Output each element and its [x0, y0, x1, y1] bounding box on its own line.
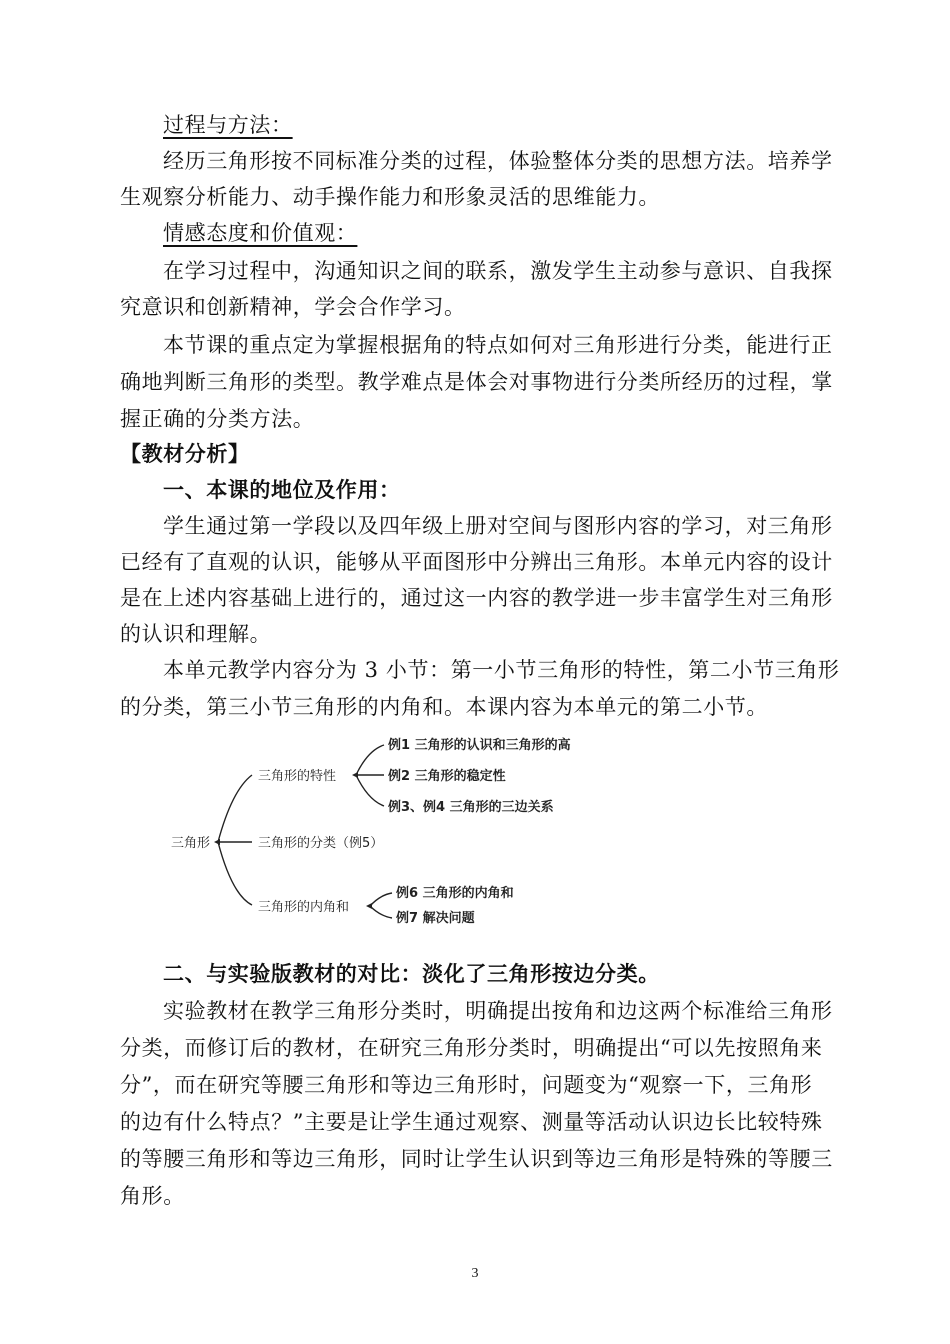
paragraph-line: 生观察分析能力、动手操作能力和形象灵活的思维能力。: [120, 185, 660, 209]
paragraph-line: 究意识和创新精神，学会合作学习。: [120, 295, 466, 319]
paragraph-line: 的认识和理解。: [120, 622, 272, 646]
diagram-connector: [356, 745, 384, 775]
paragraph-line: 在学习过程中，沟通知识之间的联系，激发学生主动参与意识、自我探: [163, 259, 833, 283]
subheading-position-role: 一、本课的地位及作用：: [163, 478, 401, 502]
arrow-tip-icon: [214, 839, 220, 845]
arrow-tip-icon: [352, 772, 358, 778]
paragraph-line: 分类，而修订后的教材，在研究三角形分类时，明确提出“可以先按照角来: [120, 1036, 823, 1060]
diagram-connector: [370, 893, 392, 906]
diagram-connector: [218, 842, 252, 905]
paragraph-line: 是在上述内容基础上进行的，通过这一内容的教学进一步丰富学生对三角形: [120, 586, 833, 610]
diagram-item: 例6 三角形的内角和: [396, 886, 514, 901]
subheading-comparison: 二、与实验版教材的对比：淡化了三角形按边分类。: [163, 962, 660, 986]
paragraph-line: 确地判断三角形的类型。教学难点是体会对事物进行分类所经历的过程，掌: [120, 370, 833, 394]
diagram-connector: [356, 775, 384, 806]
arrow-tip-icon: [366, 903, 372, 909]
diagram-connector: [218, 775, 252, 842]
paragraph-line: 握正确的分类方法。: [120, 407, 315, 431]
diagram-item: 例2 三角形的稳定性: [388, 769, 506, 784]
diagram-connector: [370, 906, 392, 918]
paragraph-line: 已经有了直观的认识，能够从平面图形中分辨出三角形。本单元内容的设计: [120, 550, 833, 574]
diagram-item: 例7 解决问题: [396, 911, 475, 926]
paragraph-line: 学生通过第一学段以及四年级上册对空间与图形内容的学习，对三角形: [163, 514, 833, 538]
diagram-branch-classification: 三角形的分类（例5）: [258, 836, 384, 851]
paragraph-line: 的等腰三角形和等边三角形，同时让学生认识到等边三角形是特殊的等腰三: [120, 1147, 833, 1171]
paragraph-line: 实验教材在教学三角形分类时，明确提出按角和边这两个标准给三角形: [163, 999, 833, 1023]
heading-process-method: 过程与方法：: [163, 113, 293, 137]
diagram-branch-interior-angles: 三角形的内角和: [258, 900, 350, 915]
paragraph-line: 的分类，第三小节三角形的内角和。本课内容为本单元的第二小节。: [120, 695, 768, 719]
page-number: 3: [471, 1266, 479, 1281]
diagram-root-label: 三角形: [171, 836, 211, 851]
paragraph-line: 本单元教学内容分为 3 小节：第一小节三角形的特性，第二小节三角形: [163, 658, 840, 682]
paragraph-line: 的边有什么特点？”主要是让学生通过观察、测量等活动认识边长比较特殊: [120, 1110, 823, 1134]
diagram-item: 例1 三角形的认识和三角形的高: [388, 738, 571, 753]
diagram-item: 例3、例4 三角形的三边关系: [388, 800, 554, 815]
heading-attitude-values: 情感态度和价值观：: [163, 221, 358, 245]
paragraph-line: 经历三角形按不同标准分类的过程，体验整体分类的思想方法。培养学: [163, 149, 833, 173]
paragraph-line: 分”，而在研究等腰三角形和等边三角形时，问题变为“观察一下，三角形: [120, 1073, 813, 1097]
paragraph-line: 角形。: [120, 1184, 185, 1208]
paragraph-line: 本节课的重点定为掌握根据角的特点如何对三角形进行分类，能进行正: [163, 333, 833, 357]
diagram-branch-properties: 三角形的特性: [258, 769, 337, 784]
section-heading-textbook-analysis: 【教材分析】: [120, 442, 250, 466]
